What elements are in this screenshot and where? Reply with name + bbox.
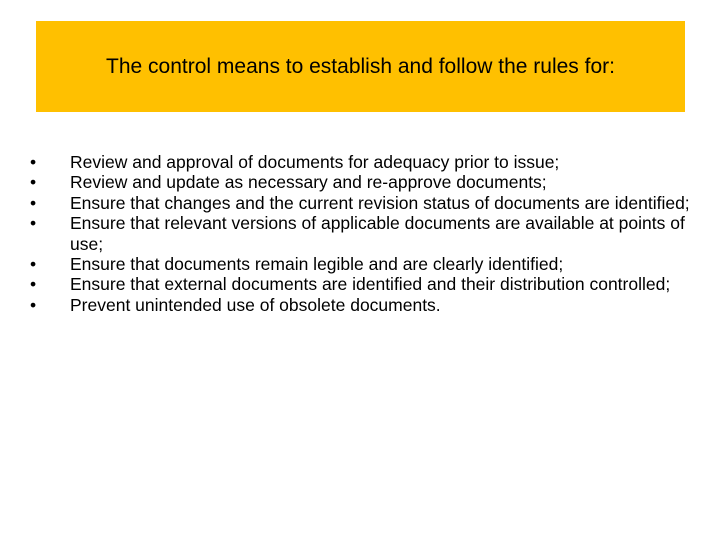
bullet-icon: • [30,172,37,193]
bullet-text: Ensure that relevant versions of applicable documents are available at points of use; [70,213,685,254]
bullet-item [30,193,690,213]
bullet-item [30,295,690,315]
bullet-icon: • [30,254,37,275]
bullet-item [30,213,690,254]
bullet-icon: • [30,294,37,315]
bullet-item [30,274,690,294]
bullet-text: Ensure that external documents are identified and their distribution controlled; [70,274,671,295]
bullet-list [30,152,690,315]
bullet-icon: • [30,192,37,213]
bullet-item [30,254,690,274]
bullet-text: Ensure that documents remain legible and are clearly identified; [70,254,564,275]
bullet-icon: • [30,213,37,234]
bullet-text: Ensure that changes and the current revision status of documents are identified; [70,192,690,213]
bullet-text: Review and update as necessary and re-approve documents; [70,172,547,193]
title-banner [36,21,685,112]
bullet-text: Review and approval of documents for adequacy prior to issue; [70,152,560,172]
bullet-item [30,172,690,192]
bullet-text: Prevent unintended use of obsolete documents. [70,294,441,315]
bullet-icon: • [30,274,37,295]
bullet-item [30,152,690,172]
slide-title: The control means to establish and follow the rules for: [106,54,615,78]
bullet-icon: • [30,152,37,172]
